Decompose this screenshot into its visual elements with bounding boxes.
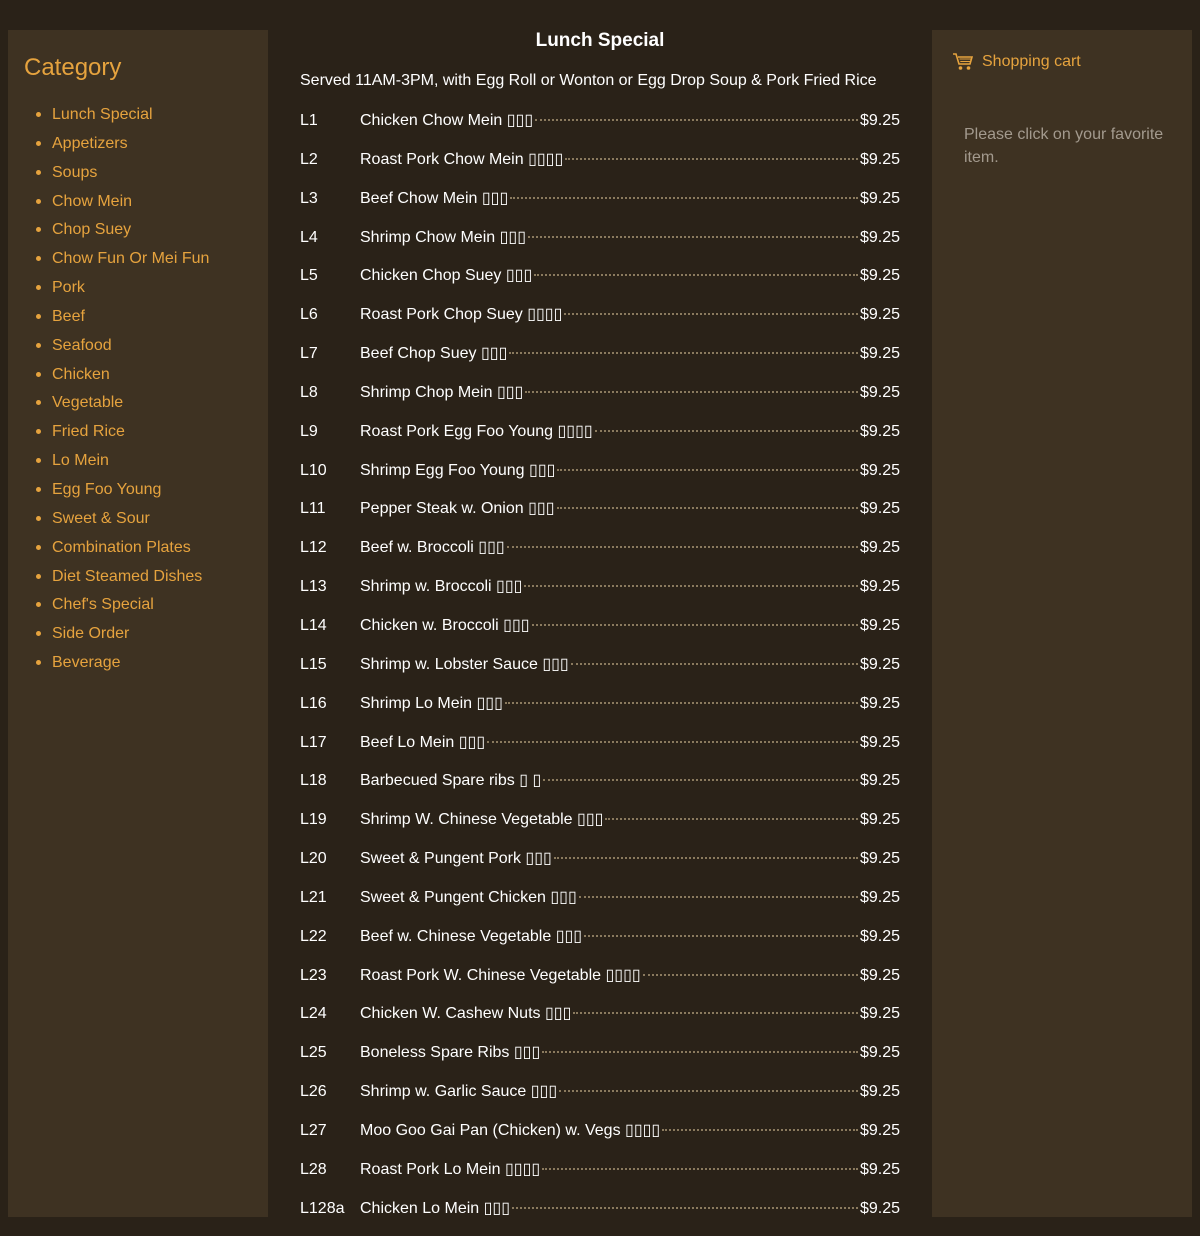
category-item[interactable]: Appetizers — [36, 133, 252, 162]
menu-item-code: L15 — [300, 655, 327, 673]
menu-item-price: $9.25 — [859, 150, 900, 168]
menu-item-name[interactable]: Roast Pork Lo Mein ▯▯▯▯ — [360, 1160, 541, 1178]
menu-item-name[interactable]: Shrimp W. Chinese Vegetable ▯▯▯ — [360, 811, 604, 829]
menu-item-row[interactable] — [300, 1042, 900, 1081]
menu-item-code: L3 — [300, 189, 318, 207]
menu-item-name[interactable]: Shrimp w. Broccoli ▯▯▯ — [360, 578, 523, 596]
dotted-leader — [557, 469, 858, 471]
menu-list — [300, 110, 900, 1236]
category-item[interactable]: Chow Fun Or Mei Fun — [36, 248, 252, 277]
menu-item-price: $9.25 — [859, 850, 900, 868]
menu-item-name[interactable]: Shrimp Lo Mein ▯▯▯ — [360, 694, 503, 712]
menu-item-row[interactable] — [300, 654, 900, 693]
shopping-cart-link[interactable] — [952, 52, 1081, 72]
dotted-leader — [571, 663, 858, 665]
menu-item-name[interactable]: Barbecued Spare ribs ▯ ▯ — [360, 772, 542, 790]
category-item[interactable]: Beef — [36, 306, 252, 335]
menu-item-code: L16 — [300, 694, 327, 712]
dotted-leader — [512, 1207, 858, 1209]
dotted-leader — [505, 702, 858, 704]
menu-item-code: L4 — [300, 228, 318, 246]
menu-item-name[interactable]: Chicken Chop Suey ▯▯▯ — [360, 267, 533, 285]
category-sidebar — [8, 30, 268, 1217]
dotted-leader — [595, 430, 858, 432]
menu-item-code: L17 — [300, 733, 327, 751]
dotted-leader — [643, 974, 858, 976]
menu-item-row[interactable] — [300, 343, 900, 382]
menu-item-price: $9.25 — [859, 267, 900, 285]
menu-item-name[interactable]: Roast Pork Chow Mein ▯▯▯▯ — [360, 150, 564, 168]
menu-item-price: $9.25 — [859, 655, 900, 673]
menu-item-code: L128a — [300, 1199, 345, 1217]
menu-item-row[interactable] — [300, 304, 900, 343]
dotted-leader — [507, 546, 858, 548]
menu-item-price: $9.25 — [859, 345, 900, 363]
menu-item-price: $9.25 — [859, 616, 900, 634]
menu-item-price: $9.25 — [859, 1044, 900, 1062]
menu-item-price: $9.25 — [859, 422, 900, 440]
menu-item-row[interactable] — [300, 498, 900, 537]
menu-panel — [268, 30, 932, 1217]
menu-item-code: L23 — [300, 966, 327, 984]
menu-item-price: $9.25 — [859, 811, 900, 829]
menu-item-row[interactable] — [300, 693, 900, 732]
menu-item-price: $9.25 — [859, 1083, 900, 1101]
menu-item-price: $9.25 — [859, 228, 900, 246]
dotted-leader — [509, 352, 858, 354]
dotted-leader — [487, 741, 858, 743]
category-heading: Category — [24, 54, 122, 81]
category-item[interactable]: Chow Mein — [36, 191, 252, 220]
menu-item-row[interactable] — [300, 382, 900, 421]
menu-item-name[interactable]: Shrimp Chow Mein ▯▯▯ — [360, 228, 527, 246]
category-item[interactable]: Combination Plates — [36, 537, 252, 566]
menu-item-code: L2 — [300, 150, 318, 168]
menu-item-row[interactable] — [300, 1159, 900, 1198]
dotted-leader — [532, 624, 858, 626]
category-list — [24, 104, 252, 681]
cart-icon — [952, 52, 974, 72]
menu-item-code: L26 — [300, 1083, 327, 1101]
menu-item-price: $9.25 — [859, 189, 900, 207]
menu-item-code: L6 — [300, 306, 318, 324]
category-item[interactable]: Lo Mein — [36, 450, 252, 479]
menu-item-row[interactable] — [300, 421, 900, 460]
menu-item-price: $9.25 — [859, 383, 900, 401]
dotted-leader — [557, 507, 858, 509]
menu-item-price: $9.25 — [859, 1160, 900, 1178]
section-subtitle: Served 11AM-3PM, with Egg Roll or Wonton or Egg Drop Soup & Pork Fried Rice — [300, 72, 877, 89]
menu-item-name[interactable]: Roast Pork Chop Suey ▯▯▯▯ — [360, 306, 563, 324]
menu-item-row[interactable] — [300, 732, 900, 771]
menu-item-code: L20 — [300, 850, 327, 868]
menu-item-price: $9.25 — [859, 306, 900, 324]
menu-item-price: $9.25 — [859, 539, 900, 557]
menu-item-price: $9.25 — [859, 772, 900, 790]
dotted-leader — [542, 1168, 858, 1170]
menu-item-name[interactable]: Roast Pork W. Chinese Vegetable ▯▯▯▯ — [360, 966, 641, 984]
category-item[interactable]: Lunch Special — [36, 104, 252, 133]
menu-item-price: $9.25 — [859, 927, 900, 945]
cart-panel — [932, 30, 1192, 1217]
menu-item-code: L28 — [300, 1160, 327, 1178]
category-item[interactable]: Chop Suey — [36, 219, 252, 248]
menu-item-code: L13 — [300, 578, 327, 596]
dotted-leader — [605, 818, 858, 820]
dotted-leader — [559, 1090, 858, 1092]
dotted-leader — [584, 935, 858, 937]
menu-item-name[interactable]: Shrimp w. Garlic Sauce ▯▯▯ — [360, 1083, 558, 1101]
category-item[interactable]: Soups — [36, 162, 252, 191]
cart-empty-message: Please click on your favorite item. — [964, 126, 1164, 166]
menu-item-row[interactable] — [300, 848, 900, 887]
menu-item-code: L19 — [300, 811, 327, 829]
menu-item-price: $9.25 — [859, 578, 900, 596]
menu-item-name[interactable]: Roast Pork Egg Foo Young ▯▯▯▯ — [360, 422, 593, 440]
menu-item-code: L11 — [300, 500, 326, 518]
menu-item-name[interactable]: Sweet & Pungent Chicken ▯▯▯ — [360, 888, 577, 906]
menu-item-price: $9.25 — [859, 112, 900, 129]
menu-item-row[interactable] — [300, 110, 900, 149]
menu-item-name[interactable]: Beef Chop Suey ▯▯▯ — [360, 345, 508, 363]
menu-item-row[interactable] — [300, 1120, 900, 1159]
menu-item-code: L21 — [300, 888, 327, 906]
menu-item-row[interactable] — [300, 770, 900, 809]
menu-item-row[interactable] — [300, 460, 900, 499]
menu-item-row[interactable] — [300, 576, 900, 615]
menu-item-name[interactable]: Chicken w. Broccoli ▯▯▯ — [360, 616, 530, 634]
menu-item-row[interactable] — [300, 149, 900, 188]
shopping-cart-label: Shopping cart — [982, 53, 1081, 70]
menu-item-code: L22 — [300, 927, 327, 945]
category-item[interactable]: Chef's Special — [36, 594, 252, 623]
menu-item-code: L14 — [300, 616, 327, 634]
menu-item-price: $9.25 — [859, 500, 900, 518]
menu-item-row[interactable] — [300, 265, 900, 304]
menu-item-price: $9.25 — [859, 888, 900, 906]
category-item[interactable]: Pork — [36, 277, 252, 306]
menu-item-row[interactable] — [300, 965, 900, 1004]
menu-item-row[interactable] — [300, 926, 900, 965]
dotted-leader — [579, 896, 858, 898]
menu-item-name[interactable]: Beef Chow Mein ▯▯▯ — [360, 189, 509, 207]
category-item[interactable]: Vegetable — [36, 392, 252, 421]
dotted-leader — [535, 119, 858, 121]
menu-item-name[interactable]: Pepper Steak w. Onion ▯▯▯ — [360, 500, 555, 518]
top-bar — [0, 0, 1200, 30]
category-item[interactable]: Chicken — [36, 364, 252, 393]
menu-item-price: $9.25 — [859, 966, 900, 984]
category-item[interactable]: Beverage — [36, 652, 252, 681]
menu-item-row[interactable] — [300, 537, 900, 576]
menu-item-code: L12 — [300, 539, 327, 557]
menu-item-price: $9.25 — [859, 461, 900, 479]
dotted-leader — [564, 313, 858, 315]
menu-item-code: L1 — [300, 112, 318, 129]
dotted-leader — [524, 585, 858, 587]
menu-item-name[interactable]: Chicken Chow Mein ▯▯▯ — [360, 112, 534, 129]
menu-item-row[interactable] — [300, 1081, 900, 1120]
dotted-leader — [554, 857, 858, 859]
category-item[interactable]: Seafood — [36, 335, 252, 364]
menu-item-name[interactable]: Shrimp w. Lobster Sauce ▯▯▯ — [360, 655, 569, 673]
category-item[interactable]: Diet Steamed Dishes — [36, 566, 252, 595]
menu-item-name[interactable]: Beef w. Chinese Vegetable ▯▯▯ — [360, 927, 583, 945]
menu-item-code: L8 — [300, 383, 318, 401]
menu-item-row[interactable] — [300, 809, 900, 848]
menu-item-row[interactable] — [300, 1003, 900, 1042]
menu-item-name[interactable]: Chicken W. Cashew Nuts ▯▯▯ — [360, 1005, 572, 1023]
menu-item-code: L10 — [300, 461, 327, 479]
category-item[interactable]: Egg Foo Young — [36, 479, 252, 508]
menu-item-code: L18 — [300, 772, 327, 790]
menu-item-row[interactable] — [300, 188, 900, 227]
menu-item-price: $9.25 — [859, 1005, 900, 1023]
menu-item-code: L7 — [300, 345, 318, 363]
menu-item-price: $9.25 — [859, 1121, 900, 1139]
menu-item-name[interactable]: Shrimp Chop Mein ▯▯▯ — [360, 383, 524, 401]
menu-item-price: $9.25 — [859, 1199, 900, 1217]
dotted-leader — [528, 236, 858, 238]
menu-item-row[interactable] — [300, 615, 900, 654]
dotted-leader — [662, 1129, 858, 1131]
menu-item-price: $9.25 — [859, 694, 900, 712]
dotted-leader — [534, 274, 858, 276]
menu-item-code: L27 — [300, 1121, 327, 1139]
category-item[interactable]: Fried Rice — [36, 421, 252, 450]
menu-item-code: L25 — [300, 1044, 327, 1062]
menu-item-name[interactable]: Moo Goo Gai Pan (Chicken) w. Vegs ▯▯▯▯ — [360, 1121, 661, 1139]
menu-item-row[interactable] — [300, 227, 900, 266]
menu-item-name[interactable]: Beef w. Broccoli ▯▯▯ — [360, 539, 505, 557]
dotted-leader — [525, 391, 858, 393]
section-title: Lunch Special — [535, 30, 665, 51]
menu-item-code: L5 — [300, 267, 318, 285]
category-item[interactable]: Side Order — [36, 623, 252, 652]
menu-item-name[interactable]: Shrimp Egg Foo Young ▯▯▯ — [360, 461, 556, 479]
menu-item-name[interactable]: Boneless Spare Ribs ▯▯▯ — [360, 1044, 541, 1062]
menu-item-row[interactable] — [300, 887, 900, 926]
menu-item-name[interactable]: Beef Lo Mein ▯▯▯ — [360, 733, 486, 751]
category-item[interactable]: Sweet & Sour — [36, 508, 252, 537]
menu-item-code: L9 — [300, 422, 318, 440]
dotted-leader — [542, 1051, 858, 1053]
dotted-leader — [573, 1012, 858, 1014]
menu-item-name[interactable]: Sweet & Pungent Pork ▯▯▯ — [360, 850, 552, 868]
menu-item-price: $9.25 — [859, 733, 900, 751]
dotted-leader — [543, 779, 858, 781]
menu-item-code: L24 — [300, 1005, 327, 1023]
menu-item-name[interactable]: Chicken Lo Mein ▯▯▯ — [360, 1199, 511, 1217]
dotted-leader — [510, 197, 858, 199]
dotted-leader — [565, 158, 858, 160]
